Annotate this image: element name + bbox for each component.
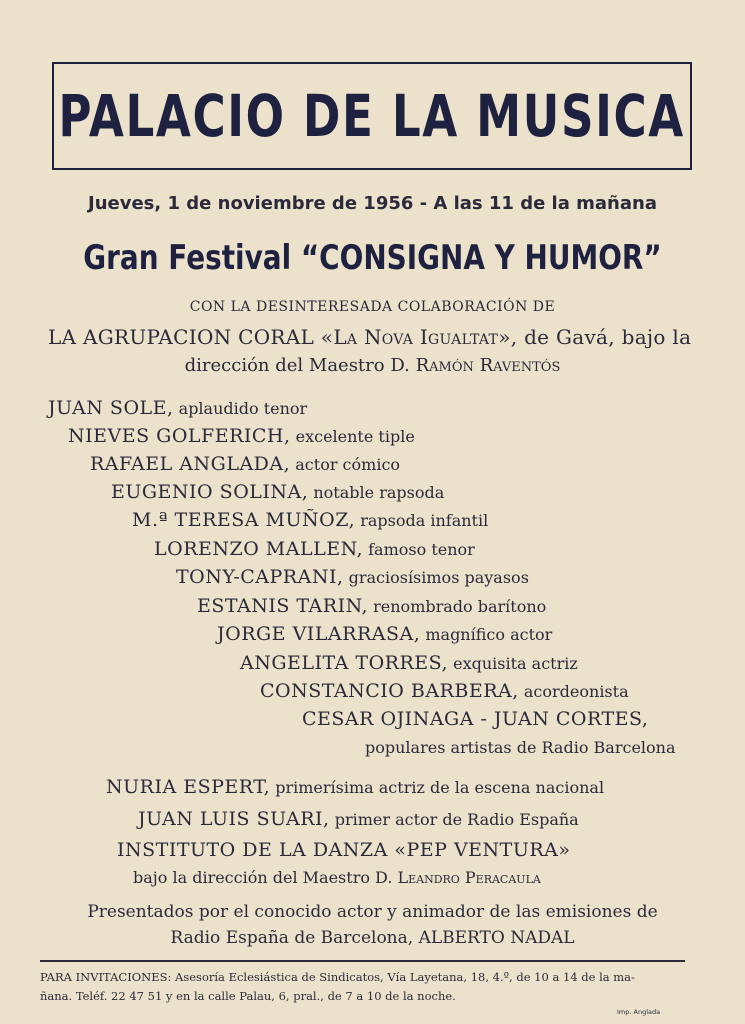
artist-line	[154, 538, 475, 560]
artist-desc: actor cómico	[290, 455, 401, 474]
danza-line	[133, 867, 541, 888]
artist-line	[197, 595, 546, 617]
artist-name: ESTANIS TARIN,	[197, 595, 369, 617]
artist-desc: magnífico actor	[420, 625, 553, 644]
footer-line-2: ñana. Teléf. 22 47 51 y en la calle Palau, 6, pral., de 7 a 10 de la noche.	[40, 989, 456, 1003]
coral-name: «La Nova Igualtat»	[320, 325, 511, 349]
coral-director: Ramón Raventós	[415, 355, 561, 376]
artist-desc: graciosísimos payasos	[343, 568, 529, 587]
artist-line	[132, 509, 488, 531]
artist-line	[90, 453, 400, 475]
artist-name: ANGELITA TORRES,	[240, 652, 449, 674]
artist-desc: rapsoda infantil	[355, 511, 489, 530]
coral-text-c: , de Gavá, bajo la	[510, 325, 692, 349]
artist-name: JUAN SOLE,	[48, 397, 174, 419]
coral-text-a: LA AGRUPACION CORAL	[48, 325, 321, 349]
artist-name: EUGENIO SOLINA,	[111, 481, 309, 503]
festival-name: “CONSIGNA Y HUMOR”	[300, 238, 662, 278]
featured-name: JUAN LUIS SUARI,	[138, 808, 330, 830]
presenter-line-1: Presentados por el conocido actor y animador de las emisiones de	[87, 902, 658, 922]
artist-name: CONSTANCIO BARBERA,	[260, 680, 519, 702]
artist-line	[68, 425, 415, 447]
festival-prefix: Gran Festival	[83, 238, 301, 278]
printer-imprint: Imp. Anglada	[617, 1008, 661, 1016]
artist-line	[260, 680, 629, 702]
artist-name: LORENZO MALLEN,	[154, 538, 364, 560]
featured-desc: primerísima actriz de la escena nacional	[270, 778, 605, 797]
title-frame	[52, 62, 692, 170]
featured-line	[117, 839, 571, 861]
artist-desc: notable rapsoda	[308, 483, 445, 502]
artist-name: RAFAEL ANGLADA,	[90, 453, 291, 475]
footer-divider	[40, 960, 685, 962]
artist-desc: excelente tiple	[290, 427, 415, 446]
featured-line	[106, 776, 604, 798]
artist-line	[217, 623, 552, 645]
artist-name: M.ª TERESA MUÑOZ,	[132, 509, 356, 531]
event-date: Jueves, 1 de noviembre de 1956 - A las 11 de la mañana	[88, 193, 657, 214]
featured-desc: primer actor de Radio España	[329, 810, 579, 829]
artist-line	[48, 397, 307, 419]
featured-name: INSTITUTO DE LA DANZA «PEP VENTURA»	[117, 839, 571, 861]
artist-desc: acordeonista	[518, 682, 629, 701]
artist-name: TONY-CAPRANI,	[176, 566, 344, 588]
page-title: PALACIO DE LA MUSICA	[58, 82, 686, 150]
artist-line	[302, 708, 648, 730]
coral-line-1	[48, 325, 691, 349]
artist-line	[176, 566, 529, 588]
radio-line	[365, 736, 676, 758]
artist-line	[111, 481, 444, 503]
danza-text: bajo la dirección del Maestro D.	[133, 868, 398, 887]
artist-desc: aplaudido tenor	[173, 399, 308, 418]
footer-line-1: PARA INVITACIONES: Asesoría Eclesiástica de Sindicatos, Vía Layetana, 18, 4.º, de 10 a 14 de la ma-	[40, 970, 635, 984]
coral-text-d: dirección del Maestro D.	[184, 355, 416, 376]
presenter-line-2: Radio España de Barcelona, ALBERTO NADAL	[170, 928, 575, 948]
artist-desc: famoso tenor	[363, 540, 475, 559]
coral-line-2	[0, 355, 745, 376]
festival-title	[67, 238, 678, 278]
artist-desc: renombrado barítono	[368, 597, 547, 616]
featured-name: NURIA ESPERT,	[106, 776, 271, 798]
collaboration-intro: CON LA DESINTERESADA COLABORACIÓN DE	[189, 299, 556, 315]
danza-director: Leandro Peracaula	[397, 868, 541, 887]
artist-line	[240, 652, 578, 674]
artist-name: CESAR OJINAGA - JUAN CORTES,	[302, 708, 649, 730]
radio-text: populares artistas de Radio Barcelona	[365, 738, 676, 757]
featured-line	[138, 808, 579, 830]
artist-desc: exquisita actriz	[448, 654, 578, 673]
artist-name: NIEVES GOLFERICH,	[68, 425, 291, 447]
artist-name: JORGE VILARRASA,	[217, 623, 421, 645]
